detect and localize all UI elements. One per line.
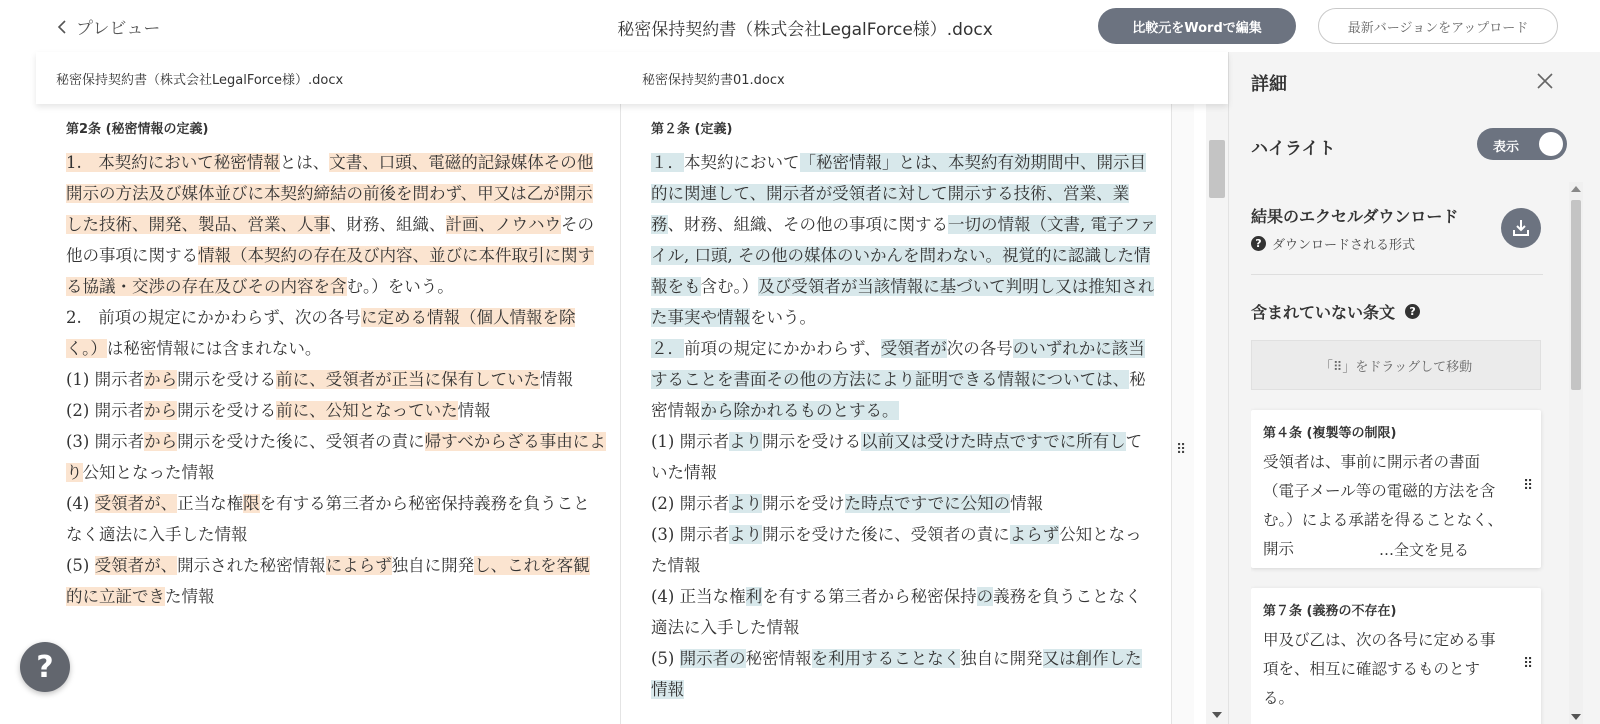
diff-highlight: １． xyxy=(651,153,684,172)
text-segment: 独自に開発 xyxy=(391,556,475,575)
text-segment: 公知となった情報 xyxy=(82,463,215,482)
original-document-pane[interactable] xyxy=(36,104,620,724)
text-segment: は秘密情報には含まれない。 xyxy=(106,339,322,358)
text-segment: (3) 開示者 xyxy=(651,525,730,544)
upload-latest-version-button[interactable]: 最新バージョンをアップロード xyxy=(1318,8,1558,44)
text-segment: 開示を受けた後に、受領者の責に xyxy=(762,525,1010,544)
text-segment: た情報 xyxy=(165,587,215,606)
text-segment: 情報 xyxy=(540,370,574,389)
paragraph xyxy=(651,426,1157,488)
paragraph xyxy=(651,643,1157,705)
diff-highlight: より xyxy=(729,494,763,513)
edit-in-word-button[interactable]: 比較元をWordで編集 xyxy=(1098,8,1296,44)
text-segment: (4) xyxy=(66,494,95,513)
text-segment: 開示を受ける xyxy=(762,432,862,451)
text-segment: その他の事項に関する xyxy=(783,215,948,234)
text-segment: 次の各号 xyxy=(946,339,1013,358)
question-circle-icon: ? xyxy=(1251,236,1266,251)
card-body: 甲及び乙は、次の各号に定める事項を、相互に確認するものとする。 xyxy=(1263,631,1496,707)
text-segment: 開示を受け xyxy=(762,494,845,513)
paragraph xyxy=(651,333,1157,426)
left-article-title: 第2条 (秘密情報の定義) xyxy=(66,122,209,137)
divider xyxy=(1251,274,1543,275)
text-segment: 開示を受ける xyxy=(177,370,277,389)
scroll-down-arrow-icon[interactable] xyxy=(1212,712,1222,718)
left-article-text xyxy=(66,147,606,612)
diff-highlight: 文書、口頭、電磁的記録媒体その他開示の方法及び媒体並びに本契約締結の前後を問わず、甲又は乙が開示した技術、開発、製品、営業、人事 xyxy=(66,153,594,234)
diff-highlight: 限 xyxy=(243,494,260,513)
compared-document-pane[interactable] xyxy=(620,104,1172,724)
diff-highlight: から xyxy=(144,401,178,420)
diff-highlight: 受領者が xyxy=(880,339,947,358)
diff-highlight: 計画、ノウハウ xyxy=(445,215,561,234)
download-format-help[interactable] xyxy=(1251,234,1415,253)
card-title: 第７条 (義務の不存在) xyxy=(1263,604,1397,619)
diff-highlight: に定める情報（個人情報を除く。） xyxy=(66,308,576,358)
left-file-name: 秘密保持契約書（株式会社LegalForce様）.docx xyxy=(56,73,344,88)
right-article-title: 第２条 (定義) xyxy=(651,122,733,137)
diff-highlight: 帰すべからざる事由により xyxy=(66,432,606,482)
paragraph xyxy=(66,426,606,488)
diff-highlight: より xyxy=(729,432,763,451)
diff-highlight: ２． xyxy=(651,339,684,358)
diff-highlight: し、これを客観的に立証でき xyxy=(66,556,590,606)
text-segment: 情報 xyxy=(1010,494,1044,513)
diff-highlight: から xyxy=(144,432,178,451)
text-segment: ていた情報 xyxy=(651,432,1143,482)
highlight-label: ハイライト xyxy=(1251,139,1336,159)
scrollbar-thumb[interactable] xyxy=(1209,140,1225,198)
diff-highlight: から xyxy=(144,370,178,389)
text-segment: (2) 開示者 xyxy=(651,494,730,513)
drag-drop-zone[interactable]: 「⠿」をドラッグして移動 xyxy=(1251,340,1541,390)
card-body: 受領者は、事前に開示者の書面（電子メール等の電磁的方法を含む。）による承諾を得ることなく、開示 xyxy=(1263,453,1503,558)
excel-download-title: 結果のエクセルダウンロード xyxy=(1251,207,1459,226)
close-icon[interactable] xyxy=(1535,71,1555,91)
text-segment: (3) 開示者 xyxy=(66,432,145,451)
diff-highlight: 利 xyxy=(745,587,763,606)
details-side-panel xyxy=(1228,52,1600,724)
diff-highlight: 受領者が、 xyxy=(94,556,178,575)
diff-highlight: 一切の情報（文書, 電子ファイル, 口頭, その他の媒体のいかんを問わない。視覚的に認識した情報をも xyxy=(651,215,1157,296)
right-file-name: 秘密保持契約書01.docx xyxy=(642,73,785,88)
diff-highlight: のいずれかに該当することを書面その他の方法により証明できる情報については、 xyxy=(651,339,1145,389)
text-segment: 含む。） xyxy=(700,277,759,296)
back-label: プレビュー xyxy=(76,19,161,39)
paragraph xyxy=(66,488,606,550)
show-full-text-link[interactable]: …全文を見る xyxy=(1369,536,1499,565)
diff-highlight: 1. 本契約において秘密情報 xyxy=(66,153,280,172)
question-circle-icon[interactable]: ? xyxy=(1405,304,1420,319)
text-segment: (5) xyxy=(651,649,680,668)
document-scrollbar[interactable] xyxy=(1206,104,1228,724)
scroll-down-arrow-icon[interactable] xyxy=(1571,714,1581,720)
text-segment: 公知となった情報 xyxy=(651,525,1142,575)
text-segment: その他の事項に関する xyxy=(66,215,594,265)
text-segment: (2) 開示者 xyxy=(66,401,145,420)
missing-article-card[interactable] xyxy=(1251,588,1541,724)
diff-highlight: 以前又は受けた時点ですでに所有し xyxy=(861,432,1126,451)
pane-gutter xyxy=(1172,104,1194,724)
diff-highlight: 「秘密情報」とは、本契約有効期間中、開示目的に関連して、開示者が受領者に対して開示する技術、営業、業務 xyxy=(651,153,1146,234)
text-segment: む。）をいう。 xyxy=(346,277,454,296)
paragraph xyxy=(66,395,606,426)
top-bar xyxy=(0,0,1600,52)
text-segment: 、財務、組織、 xyxy=(667,215,783,234)
diff-highlight: た時点ですでに公知の xyxy=(844,494,1011,513)
card-title: 第４条 (複製等の制限) xyxy=(1263,426,1397,441)
text-segment: 独自に開発 xyxy=(960,649,1043,668)
text-segment: 秘密情報 xyxy=(745,649,812,668)
text-segment: 前項の規定にかかわらず、 xyxy=(684,339,881,358)
toggle-knob xyxy=(1539,132,1563,156)
diff-highlight: 前に、受領者が正当に保有していた xyxy=(276,370,541,389)
diff-highlight: の xyxy=(976,587,994,606)
text-segment: 、財務、組織、 xyxy=(330,215,446,234)
text-segment: 開示を受ける xyxy=(177,401,277,420)
text-segment: (5) xyxy=(66,556,95,575)
paragraph xyxy=(651,519,1157,581)
drag-handle-icon[interactable]: ⠿ xyxy=(1176,442,1187,458)
paragraph xyxy=(66,302,606,364)
drag-handle-icon[interactable]: ⠿ xyxy=(1523,656,1534,672)
page-title: 秘密保持契約書（株式会社LegalForce様）.docx xyxy=(617,20,993,40)
diff-highlight: 受領者が、 xyxy=(94,494,178,513)
right-article-text xyxy=(651,147,1157,705)
download-format-label: ダウンロードされる形式 xyxy=(1272,238,1416,253)
text-segment: 正当な権 xyxy=(177,494,244,513)
side-panel-title: 詳細 xyxy=(1251,74,1287,95)
compare-column-headers xyxy=(36,52,1228,104)
diff-highlight: 情報（本契約の存在及び内容、並びに本件取引に関する協議・交渉の存在及びその内容を含 xyxy=(66,246,594,296)
text-segment: とは、 xyxy=(279,153,330,172)
text-segment: 開示を受けた後に、受領者の責に xyxy=(177,432,425,451)
text-segment: をいう。 xyxy=(750,308,816,327)
text-segment: (1) 開示者 xyxy=(66,370,145,389)
excel-download-button[interactable] xyxy=(1501,208,1541,248)
diff-highlight: より xyxy=(729,525,763,544)
help-button[interactable]: ? xyxy=(20,642,70,692)
paragraph xyxy=(651,147,1157,333)
text-segment: を有する第三者から秘密保持 xyxy=(762,587,977,606)
text-segment: 開示された秘密情報 xyxy=(177,556,326,575)
diff-highlight: から除かれるものとする。 xyxy=(700,401,899,420)
highlight-toggle-label: 表示 xyxy=(1493,140,1520,155)
diff-highlight: 又は創作した情報 xyxy=(651,649,1142,699)
text-segment: 2. 前項の規定にかかわらず、次の各号 xyxy=(66,308,361,327)
diff-highlight: 開示者の xyxy=(679,649,746,668)
diff-highlight: 及び受領者が当該情報に基づいて判明し又は推知された事実や情報 xyxy=(651,277,1155,327)
text-segment: 義務を負うことなく適法に入手した情報 xyxy=(651,587,1142,637)
diff-highlight: よらず xyxy=(1009,525,1060,544)
diff-highlight: を利用することなく xyxy=(811,649,961,668)
side-scrollbar-thumb[interactable] xyxy=(1571,200,1581,390)
paragraph xyxy=(66,147,606,302)
missing-articles-title xyxy=(1251,300,1420,323)
side-panel-scroll-area xyxy=(1251,182,1571,724)
paragraph xyxy=(66,364,606,395)
text-segment: (4) 正当な権 xyxy=(651,587,746,606)
diff-highlight: によらず xyxy=(325,556,392,575)
drag-handle-icon[interactable]: ⠿ xyxy=(1523,478,1534,494)
missing-articles-label: 含まれていない条文 xyxy=(1251,303,1396,322)
paragraph xyxy=(66,550,606,612)
back-link[interactable] xyxy=(56,14,160,39)
paragraph xyxy=(651,581,1157,643)
chevron-left-icon xyxy=(56,19,68,35)
side-panel-scrollbar[interactable] xyxy=(1569,182,1583,724)
text-segment: (1) 開示者 xyxy=(651,432,730,451)
scroll-up-arrow-icon[interactable] xyxy=(1571,186,1581,192)
paragraph xyxy=(651,488,1157,519)
missing-article-card[interactable] xyxy=(1251,410,1541,568)
text-segment: を有する第三者から秘密保持義務を負うことなく適法に入手した情報 xyxy=(66,494,590,544)
text-segment: 本契約において xyxy=(684,153,800,172)
text-segment: 情報 xyxy=(457,401,491,420)
highlight-toggle[interactable] xyxy=(1477,128,1567,160)
text-segment: 秘密情報 xyxy=(651,370,1146,420)
diff-highlight: 前に、公知となっていた xyxy=(276,401,458,420)
download-icon xyxy=(1511,218,1531,238)
